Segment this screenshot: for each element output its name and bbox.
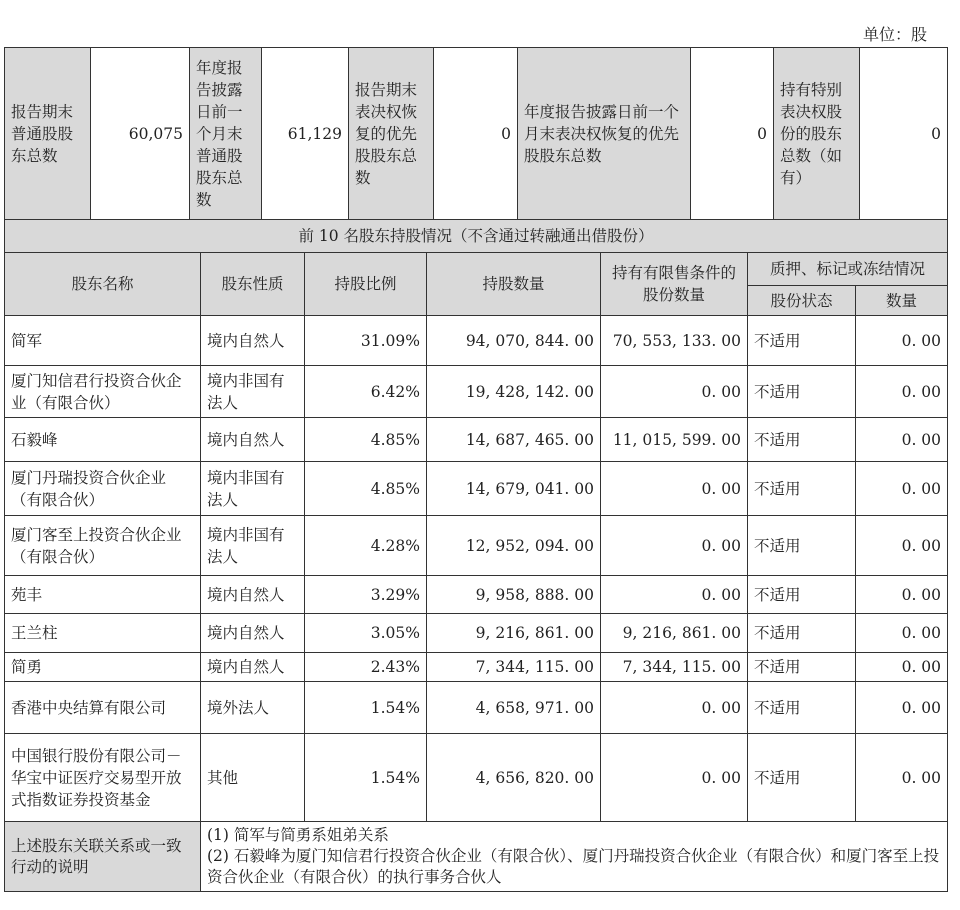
- special-vote-label: 持有特别表决权股份的股东总数（如有）: [774, 48, 860, 220]
- restricted-quantity: 70, 553, 133. 00: [601, 316, 748, 366]
- table-row: [5, 316, 948, 366]
- restricted-quantity: 0. 00: [601, 576, 748, 614]
- top10-holders-table: [4, 219, 948, 892]
- holder-nature: 境内非国有法人: [201, 516, 305, 576]
- relations-label: 上述股东关联关系或一致行动的说明: [5, 822, 201, 892]
- restricted-quantity: 9, 216, 861. 00: [601, 614, 748, 653]
- holder-name: 石毅峰: [5, 418, 201, 462]
- header-restricted: 持有有限售条件的股份数量: [601, 253, 748, 316]
- top10-section-title: 前 10 名股东持股情况（不含通过转融通出借股份）: [5, 220, 948, 253]
- holding-ratio: 1.54%: [305, 734, 427, 822]
- holding-ratio: 3.05%: [305, 614, 427, 653]
- holding-quantity: 14, 687, 465. 00: [427, 418, 601, 462]
- pledge-status: 不适用: [748, 516, 856, 576]
- holder-name: 中国银行股份有限公司－华宝中证医疗交易型开放式指数证券投资基金: [5, 734, 201, 822]
- holder-nature: 境外法人: [201, 682, 305, 734]
- header-nature: 股东性质: [201, 253, 305, 316]
- pledge-status: 不适用: [748, 418, 856, 462]
- header-quantity: 持股数量: [427, 253, 601, 316]
- table-row: [5, 653, 948, 682]
- pledge-quantity: 0. 00: [856, 653, 948, 682]
- table-row: [5, 462, 948, 516]
- pledge-quantity: 0. 00: [856, 418, 948, 462]
- holding-ratio: 31.09%: [305, 316, 427, 366]
- unit-label: 单位：股: [862, 25, 927, 44]
- holding-ratio: 1.54%: [305, 682, 427, 734]
- table-row: [5, 682, 948, 734]
- pledge-quantity: 0. 00: [856, 462, 948, 516]
- holding-ratio: 3.29%: [305, 576, 427, 614]
- restricted-quantity: 0. 00: [601, 462, 748, 516]
- holding-quantity: 7, 344, 115. 00: [427, 653, 601, 682]
- holder-name: 厦门知信君行投资合伙企业（有限合伙）: [5, 366, 201, 418]
- holder-nature: 境内自然人: [201, 316, 305, 366]
- pref-restored-prev-label: 年度报告披露日前一个月末表决权恢复的优先股股东总数: [518, 48, 691, 220]
- shareholder-summary-table: [4, 47, 948, 220]
- table-row: [5, 418, 948, 462]
- pledge-quantity: 0. 00: [856, 734, 948, 822]
- holder-nature: 境内自然人: [201, 418, 305, 462]
- holding-quantity: 19, 428, 142. 00: [427, 366, 601, 418]
- table-row: [5, 734, 948, 822]
- holder-name: 简军: [5, 316, 201, 366]
- restricted-quantity: 7, 344, 115. 00: [601, 653, 748, 682]
- table-row: [5, 516, 948, 576]
- holding-quantity: 9, 958, 888. 00: [427, 576, 601, 614]
- header-pledge-qty: 数量: [856, 286, 948, 316]
- holder-nature: 境内自然人: [201, 653, 305, 682]
- holding-ratio: 6.42%: [305, 366, 427, 418]
- header-pledge-status: 股份状态: [748, 286, 856, 316]
- holder-name: 简勇: [5, 653, 201, 682]
- relations-line: (2) 石毅峰为厦门知信君行投资合伙企业（有限合伙）、厦门丹瑞投资合伙企业（有限合伙）和厦门客至上投资合伙企业（有限合伙）的执行事务合伙人: [207, 847, 940, 886]
- holding-quantity: 4, 656, 820. 00: [427, 734, 601, 822]
- holding-quantity: 94, 070, 844. 00: [427, 316, 601, 366]
- restricted-quantity: 0. 00: [601, 682, 748, 734]
- pledge-quantity: 0. 00: [856, 366, 948, 418]
- holding-quantity: 4, 658, 971. 00: [427, 682, 601, 734]
- restricted-quantity: 11, 015, 599. 00: [601, 418, 748, 462]
- header-name: 股东名称: [5, 253, 201, 316]
- pledge-quantity: 0. 00: [856, 682, 948, 734]
- relations-row: [5, 822, 948, 892]
- common-holders-prev-label: 年度报告披露日前一个月末普通股股东总数: [190, 48, 262, 220]
- holding-ratio: 4.28%: [305, 516, 427, 576]
- pref-restored-value: 0: [434, 48, 518, 220]
- holding-ratio: 4.85%: [305, 462, 427, 516]
- common-holders-value: 60,075: [91, 48, 190, 220]
- pledge-quantity: 0. 00: [856, 614, 948, 653]
- holding-quantity: 9, 216, 861. 00: [427, 614, 601, 653]
- header-ratio: 持股比例: [305, 253, 427, 316]
- relations-line: (1) 简军与简勇系姐弟关系: [207, 826, 389, 844]
- header-pledge-group: 质押、标记或冻结情况: [748, 253, 948, 286]
- holder-nature: 其他: [201, 734, 305, 822]
- holder-name: 王兰柱: [5, 614, 201, 653]
- common-holders-prev-value: 61,129: [262, 48, 349, 220]
- holder-nature: 境内自然人: [201, 576, 305, 614]
- pledge-status: 不适用: [748, 653, 856, 682]
- pledge-status: 不适用: [748, 316, 856, 366]
- holding-ratio: 4.85%: [305, 418, 427, 462]
- pledge-status: 不适用: [748, 576, 856, 614]
- holder-nature: 境内自然人: [201, 614, 305, 653]
- restricted-quantity: 0. 00: [601, 366, 748, 418]
- pledge-quantity: 0. 00: [856, 516, 948, 576]
- pref-restored-prev-value: 0: [691, 48, 774, 220]
- pledge-quantity: 0. 00: [856, 576, 948, 614]
- holder-nature: 境内非国有法人: [201, 366, 305, 418]
- table-row: [5, 366, 948, 418]
- holder-name: 香港中央结算有限公司: [5, 682, 201, 734]
- pledge-status: 不适用: [748, 734, 856, 822]
- relations-text: [201, 822, 948, 892]
- pledge-status: 不适用: [748, 682, 856, 734]
- common-holders-label: 报告期末普通股股东总数: [5, 48, 91, 220]
- table-row: [5, 614, 948, 653]
- pledge-status: 不适用: [748, 462, 856, 516]
- restricted-quantity: 0. 00: [601, 734, 748, 822]
- pref-restored-label: 报告期末表决权恢复的优先股股东总数: [349, 48, 434, 220]
- holder-name: 苑丰: [5, 576, 201, 614]
- holding-quantity: 12, 952, 094. 00: [427, 516, 601, 576]
- pledge-status: 不适用: [748, 614, 856, 653]
- restricted-quantity: 0. 00: [601, 516, 748, 576]
- holder-name: 厦门丹瑞投资合伙企业（有限合伙）: [5, 462, 201, 516]
- pledge-quantity: 0. 00: [856, 316, 948, 366]
- holder-name: 厦门客至上投资合伙企业（有限合伙）: [5, 516, 201, 576]
- holding-ratio: 2.43%: [305, 653, 427, 682]
- holding-quantity: 14, 679, 041. 00: [427, 462, 601, 516]
- table-row: [5, 576, 948, 614]
- special-vote-value: 0: [860, 48, 948, 220]
- pledge-status: 不适用: [748, 366, 856, 418]
- holder-nature: 境内非国有法人: [201, 462, 305, 516]
